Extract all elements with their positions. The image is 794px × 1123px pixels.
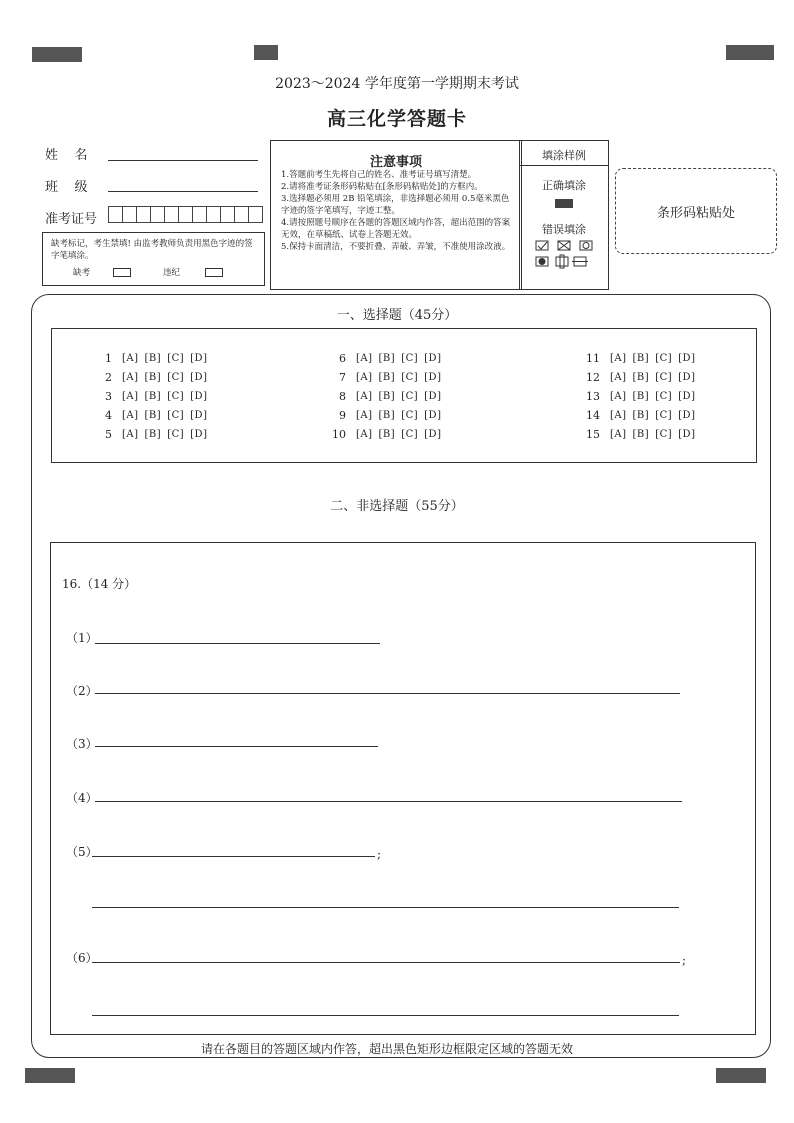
absence-mark-box [42, 232, 265, 286]
answer-bubble[interactable]: [B] [144, 410, 162, 421]
notice-list [281, 169, 513, 253]
answer-bubble[interactable]: [A] [356, 429, 373, 440]
answer-bubble[interactable]: [D] [190, 353, 208, 364]
part-4-answer-line[interactable] [95, 801, 682, 802]
barcode-label: 条形码粘贴处 [656, 206, 735, 221]
part-3-label: （3） [66, 737, 98, 751]
answer-bubble[interactable]: [D] [678, 429, 696, 440]
fill-sample-box [519, 140, 609, 290]
footer-note: 请在各题目的答题区域内作答，超出黑色矩形边框限定区域的答题无效 [200, 1042, 573, 1056]
answer-bubble[interactable]: [D] [190, 372, 208, 383]
part-5-semicolon: ; [377, 847, 382, 861]
question-number: 8 [339, 390, 346, 403]
part-6-answer-line[interactable] [92, 962, 680, 963]
mcq-question-1 [96, 352, 213, 365]
mcq-question-15 [584, 428, 701, 441]
question-number: 7 [339, 371, 346, 384]
part-1-answer-line[interactable] [95, 643, 380, 644]
q16-title: 16.（14 分） [62, 577, 137, 591]
notice-box [270, 140, 522, 290]
barcode-area [615, 168, 777, 254]
answer-bubble[interactable]: [C] [401, 372, 419, 383]
answer-bubble[interactable]: [B] [144, 353, 162, 364]
answer-bubble[interactable]: [C] [655, 429, 673, 440]
answer-bubble[interactable]: [B] [632, 372, 650, 383]
part-6-answer-line-2[interactable] [92, 1015, 679, 1016]
absence-instruction: 缺考标记，考生禁填! 由监考教师负责用黑色字迹的签字笔填涂。 [51, 239, 253, 261]
id-number-cells[interactable] [108, 206, 263, 223]
answer-bubble[interactable]: [D] [678, 410, 696, 421]
question-number: 11 [586, 352, 600, 365]
answer-bubble[interactable]: [D] [424, 429, 442, 440]
mcq-question-13 [584, 390, 701, 403]
part-6-label: （6） [66, 951, 98, 965]
answer-bubble[interactable]: [A] [122, 391, 139, 402]
absent-checkbox[interactable] [113, 268, 131, 277]
notice-title: 注意事项 [369, 155, 422, 170]
answer-bubble[interactable]: [D] [190, 429, 208, 440]
answer-bubble[interactable]: [D] [190, 391, 208, 402]
registration-mark-top-right [726, 45, 774, 60]
correct-fill-label: 正确填涂 [542, 179, 586, 192]
question-number: 5 [105, 428, 112, 441]
answer-bubble[interactable]: [A] [356, 410, 373, 421]
question-number: 15 [586, 428, 600, 441]
mcq-question-10 [330, 428, 447, 441]
answer-bubble[interactable]: [C] [401, 353, 419, 364]
part-5-answer-line-2[interactable] [92, 907, 679, 908]
name-label: 姓 名 [45, 148, 88, 163]
correct-fill-example [555, 199, 573, 208]
part-6-semicolon: ; [682, 953, 687, 967]
answer-bubble[interactable]: [D] [678, 353, 696, 364]
answer-bubble[interactable]: [C] [655, 353, 673, 364]
answer-bubble[interactable]: [C] [401, 429, 419, 440]
absent-label: 缺考 [73, 268, 91, 278]
part-2-label: （2） [66, 684, 98, 698]
notice-item: 2.请将准考证条形码粘贴在[条形码粘贴处]的方框内。 [281, 182, 483, 192]
answer-bubble[interactable]: [A] [356, 391, 373, 402]
answer-bubble[interactable]: [C] [167, 410, 185, 421]
mcq-question-2 [96, 371, 213, 384]
exam-title: 2023～2024 学年度第一学期期末考试 [275, 76, 519, 92]
violation-label: 违纪 [163, 268, 181, 278]
answer-bubble[interactable]: [A] [356, 372, 373, 383]
question-number: 6 [339, 352, 346, 365]
answer-bubble[interactable]: [B] [144, 372, 162, 383]
answer-bubble[interactable]: [C] [401, 410, 419, 421]
answer-bubble[interactable]: [B] [378, 372, 396, 383]
answer-bubble[interactable]: [A] [610, 353, 627, 364]
answer-bubble[interactable]: [C] [655, 391, 673, 402]
answer-bubble[interactable]: [C] [401, 391, 419, 402]
answer-bubble[interactable]: [A] [610, 391, 627, 402]
notice-item: 5.保持卡面清洁，不要折叠、弄破、弄皱，不准使用涂改液。 [281, 242, 511, 252]
answer-bubble[interactable]: [D] [424, 391, 442, 402]
answer-bubble[interactable]: [A] [122, 353, 139, 364]
answer-bubble[interactable]: [D] [424, 410, 442, 421]
card-title: 高三化学答题卡 [326, 108, 467, 130]
notice-item: 1.答题前考生先将自己的姓名、准考证号填写清楚。 [281, 170, 477, 180]
answer-bubble[interactable]: [D] [678, 391, 696, 402]
answer-bubble[interactable]: [B] [378, 391, 396, 402]
part-5-answer-line[interactable] [92, 856, 375, 857]
answer-bubble[interactable]: [D] [424, 372, 442, 383]
mcq-question-7 [330, 371, 447, 384]
mcq-question-6 [330, 352, 447, 365]
question-number: 13 [586, 390, 600, 403]
question-number: 3 [105, 390, 112, 403]
part-5-label: （5） [66, 845, 98, 859]
answer-bubble[interactable]: [C] [167, 391, 185, 402]
mcq-question-4 [96, 409, 213, 422]
name-field[interactable] [108, 160, 258, 161]
question-number: 4 [105, 409, 112, 422]
mcq-question-9 [330, 409, 447, 422]
mcq-question-11 [584, 352, 701, 365]
answer-bubble[interactable]: [B] [632, 391, 650, 402]
question-number: 9 [339, 409, 346, 422]
notice-item: 3.选择题必须用 2B 铅笔填涂，非选择题必须用 0.5毫米黑色字迹的签字笔填写，字迹工整。 [281, 194, 510, 216]
class-label: 班 级 [45, 180, 88, 195]
answer-bubble[interactable]: [B] [378, 429, 396, 440]
answer-bubble[interactable]: [C] [167, 372, 185, 383]
answer-bubble[interactable]: [C] [655, 372, 673, 383]
wrong-fill-examples [534, 239, 598, 269]
part-4-label: （4） [66, 791, 98, 805]
question-number: 14 [586, 409, 600, 422]
answer-bubble[interactable]: [D] [424, 353, 442, 364]
section1-title: 一、选择题（45分） [336, 308, 458, 323]
answer-bubble[interactable]: [C] [167, 353, 185, 364]
answer-bubble[interactable]: [A] [122, 410, 139, 421]
question-number: 12 [586, 371, 600, 384]
answer-bubble[interactable]: [B] [378, 353, 396, 364]
class-field[interactable] [108, 191, 258, 192]
answer-bubble[interactable]: [B] [632, 353, 650, 364]
part-2-answer-line[interactable] [95, 693, 680, 694]
answer-bubble[interactable]: [A] [610, 410, 627, 421]
mcq-question-14 [584, 409, 701, 422]
answer-bubble[interactable]: [B] [144, 391, 162, 402]
mcq-question-3 [96, 390, 213, 403]
answer-bubble[interactable]: [B] [378, 410, 396, 421]
mcq-question-12 [584, 371, 701, 384]
answer-bubble[interactable]: [D] [678, 372, 696, 383]
answer-bubble[interactable]: [A] [356, 353, 373, 364]
part-1-label: （1） [66, 631, 98, 645]
answer-bubble[interactable]: [B] [632, 410, 650, 421]
registration-mark-top-left [32, 47, 82, 62]
violation-checkbox[interactable] [205, 268, 223, 277]
answer-bubble[interactable]: [A] [610, 372, 627, 383]
sample-title: 填涂样例 [542, 149, 586, 162]
answer-bubble[interactable]: [D] [190, 410, 208, 421]
registration-mark-bottom-right [716, 1068, 766, 1083]
answer-bubble[interactable]: [A] [122, 372, 139, 383]
mcq-question-8 [330, 390, 447, 403]
question-number: 2 [105, 371, 112, 384]
part-3-answer-line[interactable] [95, 746, 378, 747]
registration-mark-top-center [254, 45, 278, 60]
answer-bubble[interactable]: [C] [167, 429, 185, 440]
notice-item: 4.请按照题号顺序在各题的答题区域内作答，超出范围的答案无效，在草稿纸、试卷上答题无效。 [281, 218, 511, 240]
answer-bubble[interactable]: [A] [610, 429, 627, 440]
wrong-fill-label: 错误填涂 [542, 223, 586, 236]
registration-mark-bottom-left [25, 1068, 75, 1083]
answer-bubble[interactable]: [C] [655, 410, 673, 421]
answer-bubble[interactable]: [B] [632, 429, 650, 440]
mcq-question-5 [96, 428, 213, 441]
answer-bubble[interactable]: [A] [122, 429, 139, 440]
section2-title: 二、非选择题（55分） [330, 499, 464, 514]
id-label: 准考证号 [45, 212, 98, 227]
question-number: 10 [332, 428, 346, 441]
question-number: 1 [105, 352, 112, 365]
answer-bubble[interactable]: [B] [144, 429, 162, 440]
